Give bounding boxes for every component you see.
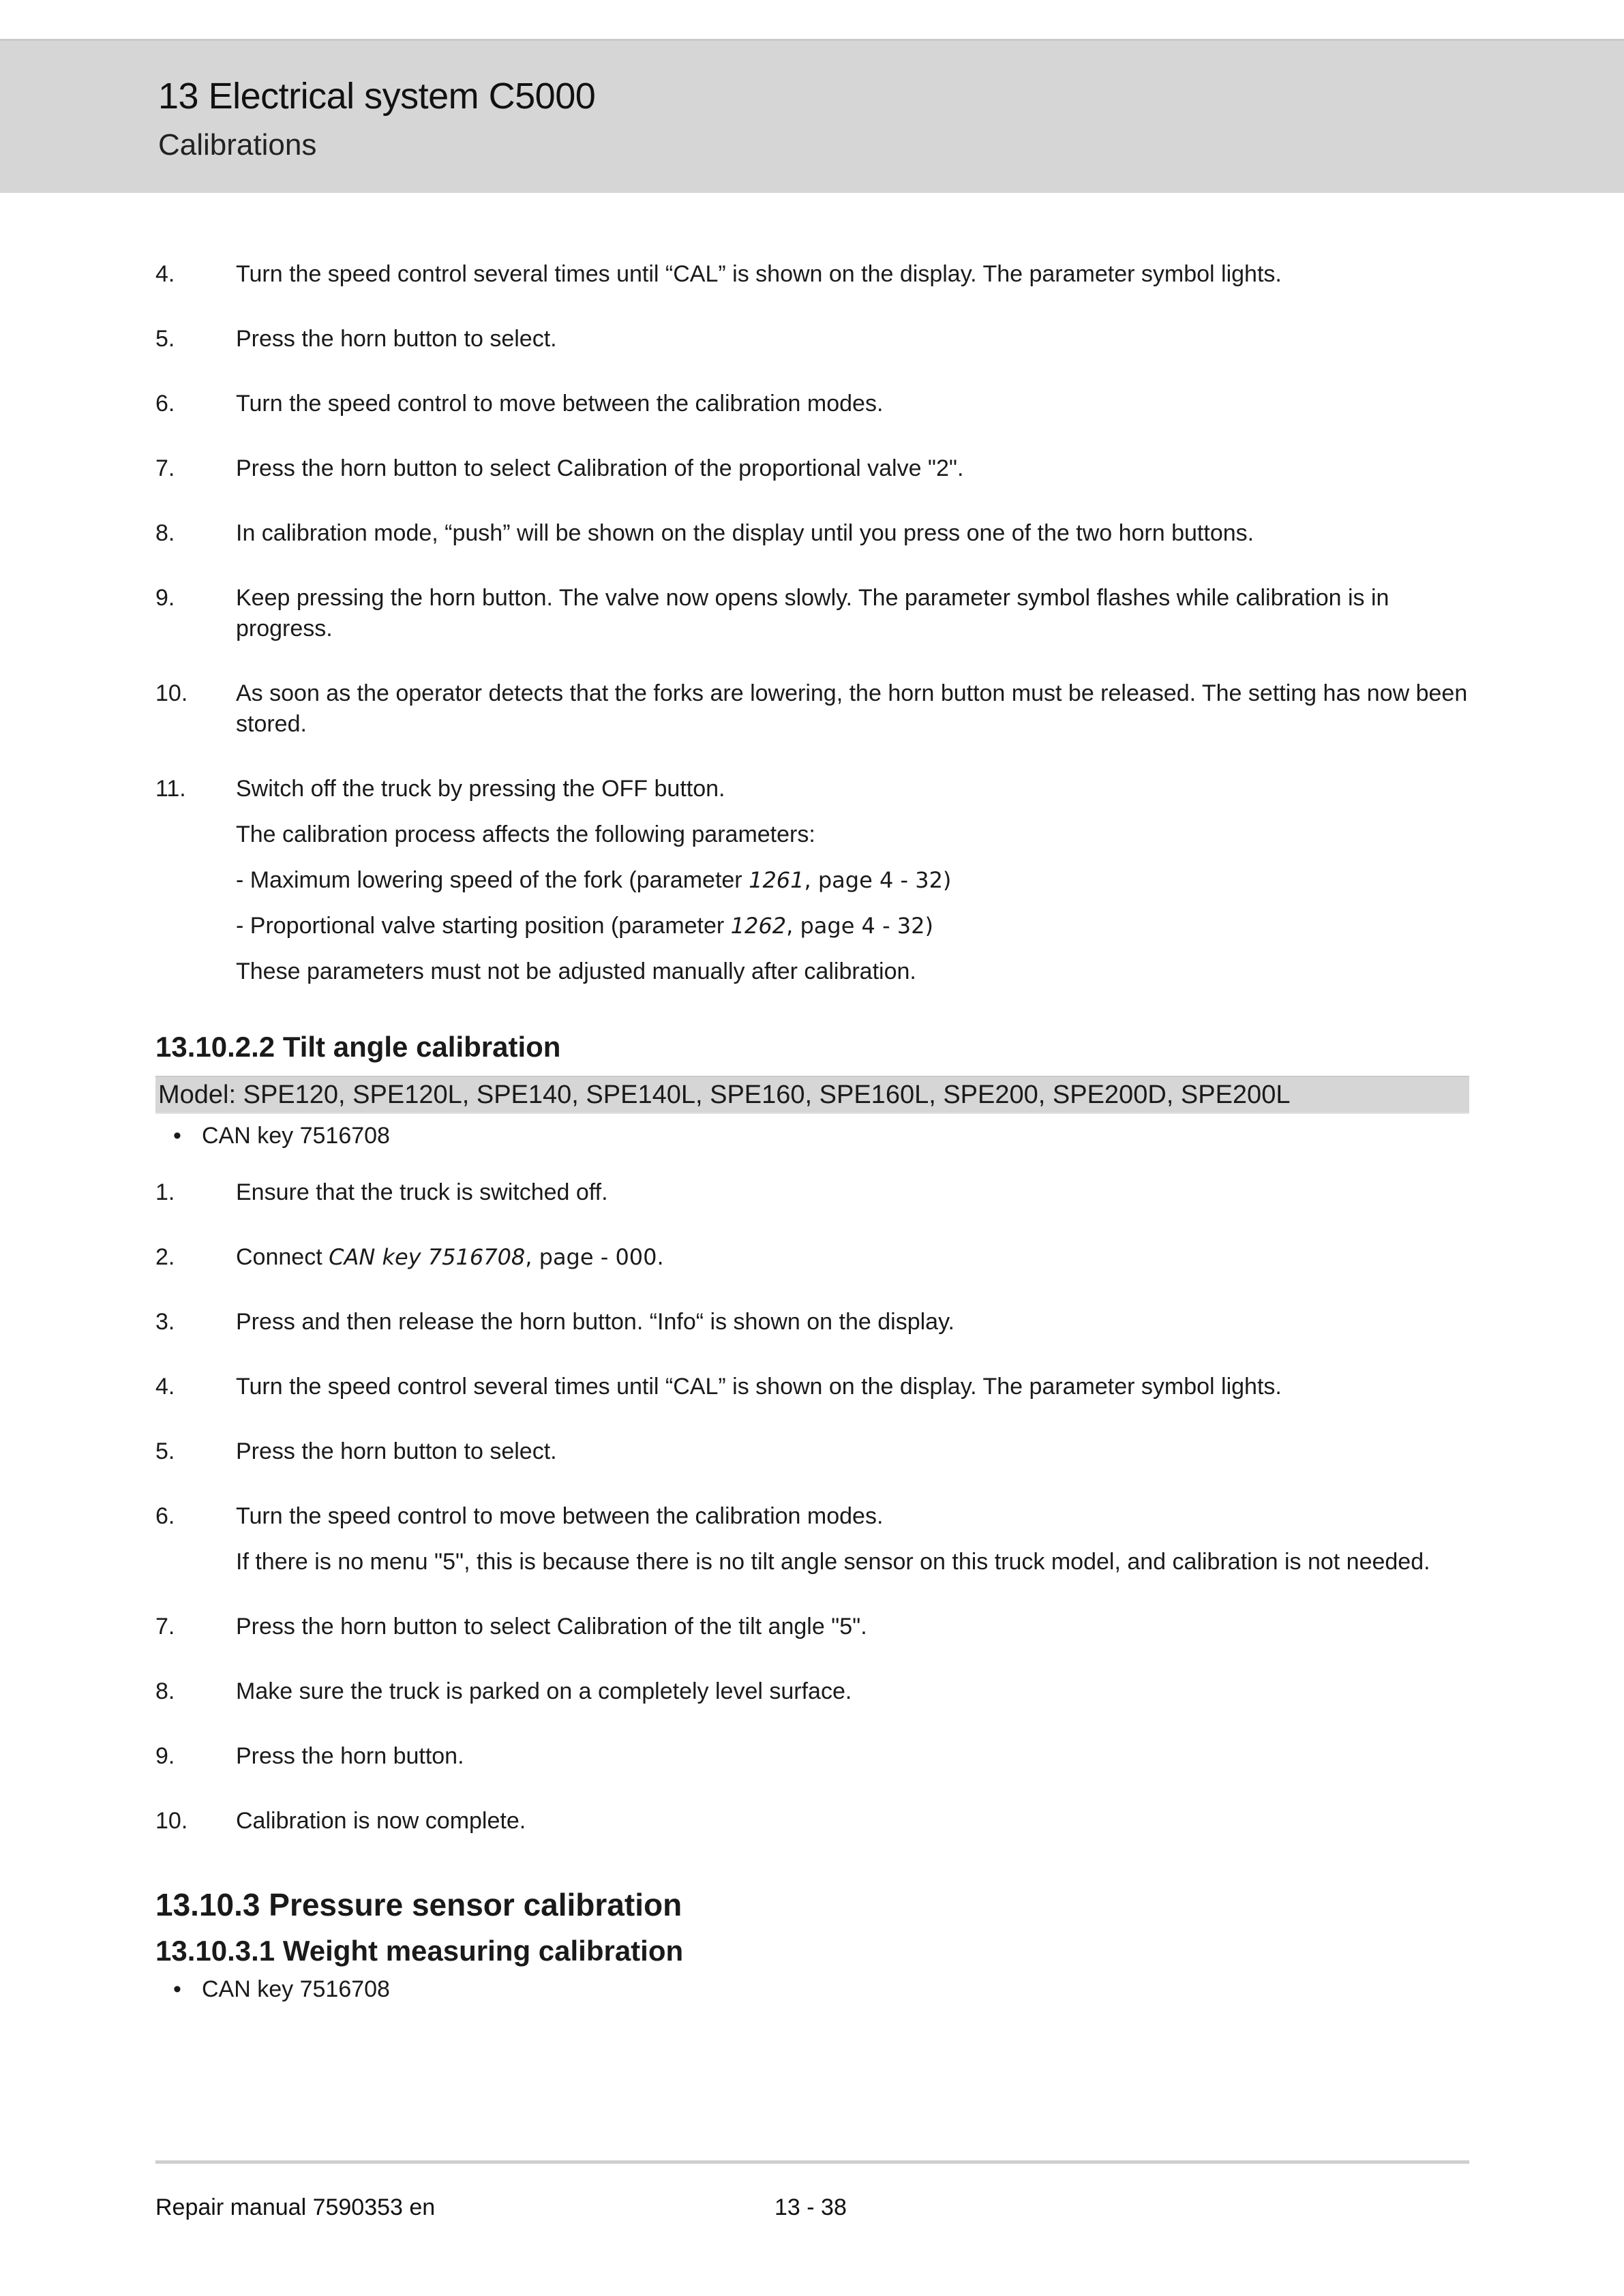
footer-divider — [155, 2160, 1469, 2164]
step-number: 7. — [155, 1614, 175, 1640]
model-bar: Model: SPE120, SPE120L, SPE140, SPE140L, SPE160, SPE160L, SPE200, SPE200D, SPE200L — [155, 1076, 1469, 1114]
page-content — [155, 259, 1469, 2005]
step-note: If there is no menu "5", this is because there is no tilt angle sensor on this truck model, and calibration is not needed. — [236, 1549, 1430, 1575]
step-text: Keep pressing the horn button. The valve now opens slowly. The parameter symbol flashes while calibration is in progress. — [236, 585, 1389, 641]
step-number: 4. — [155, 261, 175, 287]
step-text: Turn the speed control several times until “CAL” is shown on the display. The parameter symbol lights. — [236, 261, 1282, 287]
step-number: 9. — [155, 585, 175, 611]
step-item — [155, 518, 1469, 549]
bullet-icon: • — [173, 1976, 181, 2002]
step-number: 1. — [155, 1179, 175, 1205]
bullet-item: • CAN key 7516708 — [173, 1974, 1469, 2005]
step-number: 10. — [155, 1808, 188, 1834]
params-intro: The calibration process affects the following parameters: — [236, 821, 815, 847]
step-item — [155, 583, 1469, 644]
param-line-1: - Maximum lowering speed of the fork (parameter 1261, page 4 - 32) — [236, 867, 952, 893]
step-item — [155, 1177, 1469, 1208]
step-text: Press the horn button. — [236, 1743, 464, 1769]
step-text: Calibration is now complete. — [236, 1808, 526, 1834]
step-item — [155, 678, 1469, 740]
step-item — [155, 1501, 1469, 1532]
step-text: Turn the speed control to move between the calibration modes. — [236, 1503, 884, 1529]
step-number: 2. — [155, 1244, 175, 1270]
step-number: 8. — [155, 1678, 175, 1704]
section-title: Calibrations — [158, 128, 317, 162]
bullet-item: • CAN key 7516708 — [173, 1121, 1469, 1151]
step-text: Ensure that the truck is switched off. — [236, 1179, 608, 1205]
step-text: Press the horn button to select Calibration of the tilt angle "5". — [236, 1614, 867, 1640]
param-reference-link[interactable]: 1262 — [730, 913, 787, 939]
subsection-heading: 13.10.3.1 Weight measuring calibration — [155, 1935, 684, 1967]
step-text: As soon as the operator detects that the forks are lowering, the horn button must be released. The setting has now been stored. — [236, 680, 1468, 737]
step-number: 7. — [155, 455, 175, 481]
step-item — [155, 259, 1469, 290]
step-text: Press the horn button to select. — [236, 1438, 557, 1464]
step-item — [155, 1436, 1469, 1467]
step-text: Make sure the truck is parked on a completely level surface. — [236, 1678, 852, 1704]
step-item — [155, 1806, 1469, 1837]
step-item — [155, 389, 1469, 419]
step-text: Connect CAN key 7516708, page - 000. — [236, 1244, 664, 1270]
step-number: 11. — [155, 776, 186, 802]
step-number: 6. — [155, 1503, 175, 1529]
step-text: Turn the speed control several times until “CAL” is shown on the display. The parameter symbol lights. — [236, 1374, 1282, 1400]
step-number: 6. — [155, 391, 175, 417]
step-item — [155, 774, 1469, 804]
step-number: 3. — [155, 1309, 175, 1335]
can-key-link[interactable]: CAN key 7516708 — [329, 1244, 526, 1270]
step-number: 9. — [155, 1743, 175, 1769]
page-number: 13 - 38 — [775, 2194, 847, 2220]
step-item — [155, 453, 1469, 484]
step-number: 4. — [155, 1374, 175, 1400]
chapter-header — [0, 39, 1624, 193]
step-item — [155, 1741, 1469, 1772]
section-heading: 13.10.2.2 Tilt angle calibration — [155, 1031, 561, 1063]
step-item — [155, 1612, 1469, 1642]
step-item — [155, 1372, 1469, 1402]
param-line-2: - Proportional valve starting position (parameter 1262, page 4 - 32) — [236, 913, 933, 939]
step-text: In calibration mode, “push” will be shown on the display until you press one of the two horn buttons. — [236, 520, 1254, 546]
footer-manual-id: Repair manual 7590353 en — [155, 2194, 436, 2220]
step-number: 5. — [155, 326, 175, 352]
step-text: Press and then release the horn button. “Info“ is shown on the display. — [236, 1309, 954, 1335]
bullet-icon: • — [173, 1123, 181, 1149]
step-item — [155, 1307, 1469, 1338]
step-number: 5. — [155, 1438, 175, 1464]
step-text: Press the horn button to select Calibration of the proportional valve "2". — [236, 455, 964, 481]
section-heading: 13.10.3 Pressure sensor calibration — [155, 1887, 682, 1922]
param-reference-link[interactable]: 1261 — [749, 867, 805, 893]
step-text: Turn the speed control to move between the calibration modes. — [236, 391, 884, 417]
step-number: 10. — [155, 680, 188, 706]
step-item — [155, 324, 1469, 354]
params-note: These parameters must not be adjusted manually after calibration. — [236, 958, 916, 984]
step-text: Switch off the truck by pressing the OFF button. — [236, 776, 725, 802]
chapter-title: 13 Electrical system C5000 — [158, 76, 596, 117]
step-number: 8. — [155, 520, 175, 546]
step-text: Press the horn button to select. — [236, 326, 557, 352]
step-item — [155, 1676, 1469, 1707]
step-item — [155, 1242, 1469, 1273]
